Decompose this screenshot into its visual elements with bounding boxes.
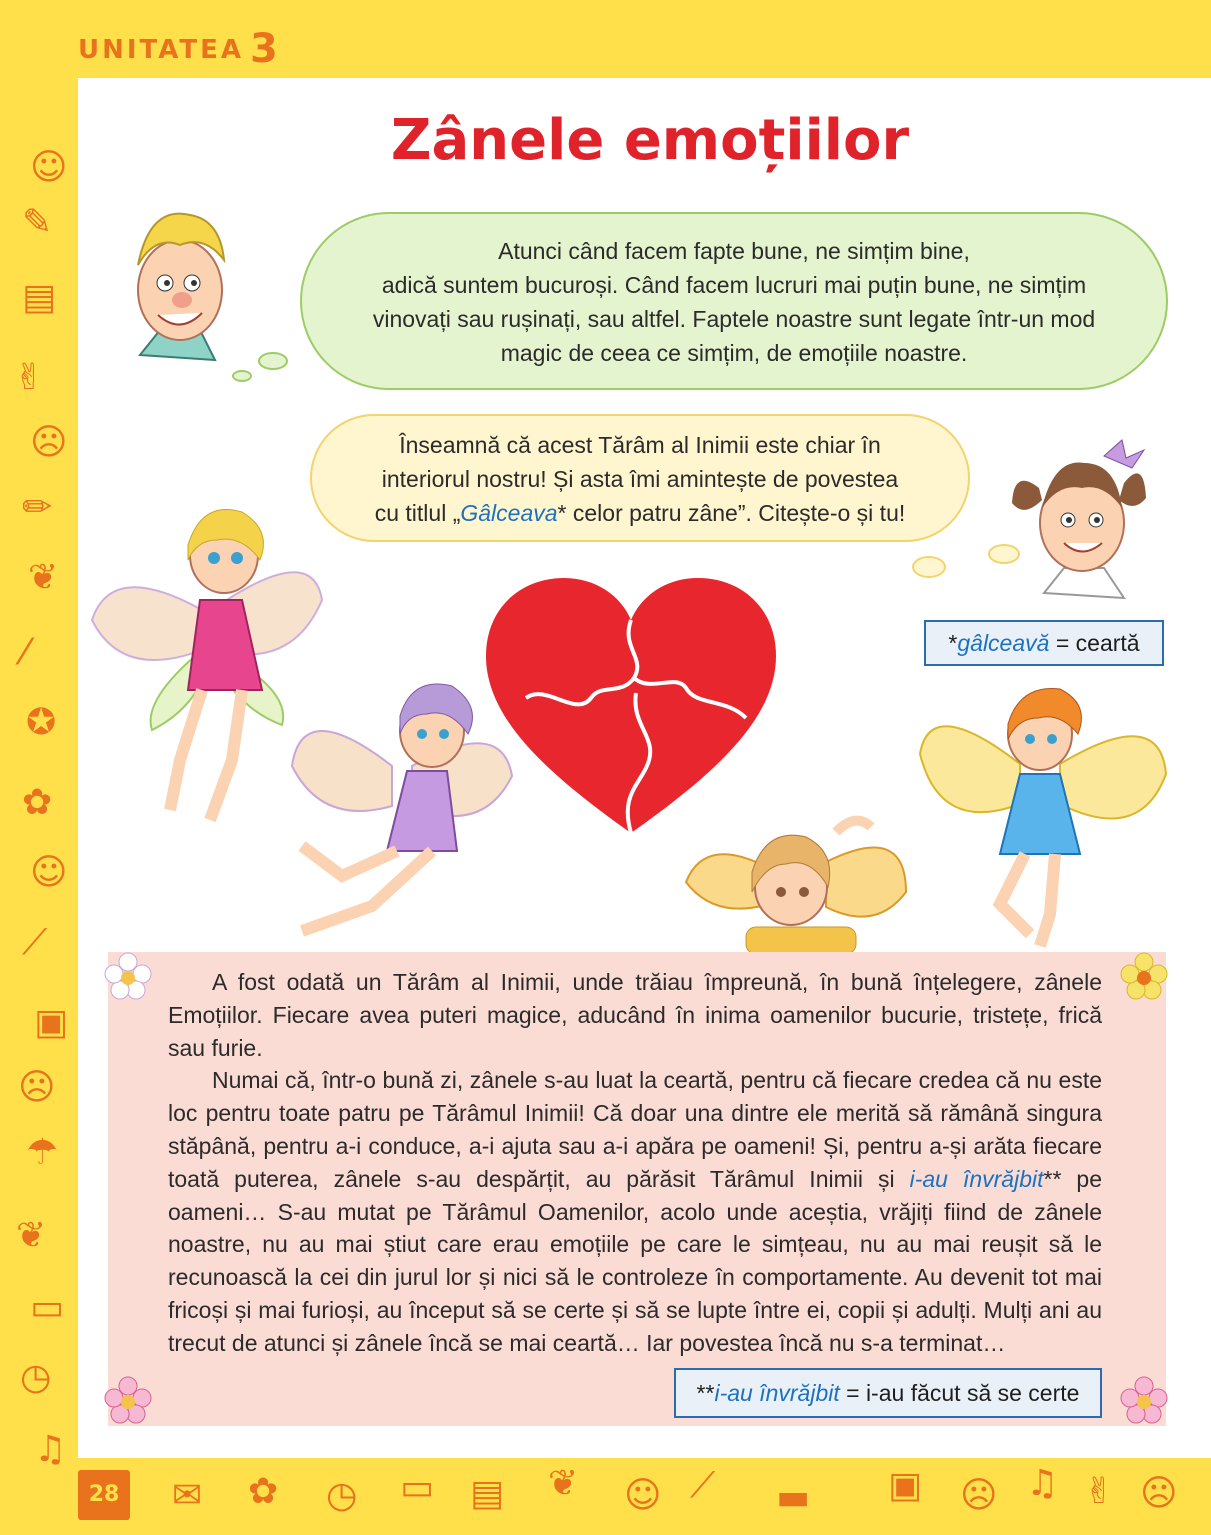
angry-face-bottom-icon: ☹: [1140, 1473, 1178, 1514]
calendar-bottom-icon: ▣: [888, 1465, 923, 1506]
toothbrush-icon: ⟋: [22, 922, 48, 963]
flower-bottom-right-icon: [1116, 1372, 1172, 1428]
flute-icon: ⁄: [22, 632, 29, 673]
fairy-blue-illustration: [920, 684, 1166, 952]
story-paragraph-2-post: ** pe oameni… S-au mutat pe Tărâmul Oamenilor, acolo unde aceștia, vrăjiți fiind de zânele noastre, nu au mai știut care erau emoțiile pe care le simțeau, nu au mai reușit să le recunoască la cei din jurul lor și nici să le controleze în comportamente. Au devenit tot mai fricoși și mai furioși, au început să se certe și să se lupte între ei, copii și adulți. Mulți ani au trecut de atunci și zânele încă se mai ceartă… Iar povestea încă nu s-a terminat…: [168, 1165, 1103, 1356]
girl-illustration: [1004, 428, 1154, 603]
music-bottom-icon: ♫: [1026, 1463, 1059, 1504]
boy-cloud-puff: [258, 352, 288, 370]
boy-cloud-line-3: vinovați sau rușinați, sau altfel. Faptele noastre sunt legate într-un mod: [372, 306, 1096, 332]
apple-bottom-icon: ❦: [548, 1463, 579, 1504]
page-title: Zânele emoțiilor: [390, 108, 910, 173]
unit-number: 3: [249, 26, 281, 72]
glossary-invrajbit: [674, 1368, 1102, 1418]
girl-cloud-line-3-post: * celor patru zâne”. Citește-o și tu!: [557, 500, 906, 526]
galceava-term: Gâlceava: [460, 500, 558, 526]
unit-heading: [78, 22, 281, 72]
glossary-1-term: gâlceavă: [957, 630, 1050, 656]
story-paragraph-2: [168, 1064, 1102, 1359]
boy-cloud-line-1: Atunci când facem fapte bune, ne simțim bine,: [498, 238, 970, 264]
fairy-purple-illustration: [282, 676, 518, 948]
brush-icon: ✎: [22, 202, 53, 243]
notebook-icon: ▤: [22, 277, 57, 318]
girl-cloud-line-1: Înseamnă că acest Tărâm al Inimii este chiar în: [399, 432, 881, 458]
girl-cloud-line-2: interiorul nostru! Și asta îmi amintește de povestea: [381, 466, 899, 492]
toothbrush-bottom-icon: ⟋: [690, 1465, 716, 1506]
calendar-icon: ▣: [34, 1002, 69, 1043]
victory-hand-icon: ✌: [14, 357, 45, 398]
smiley-bottom-icon: ☺: [624, 1475, 662, 1516]
boy-cloud-puff-small: [232, 370, 252, 382]
glossary-1-definition: = ceartă: [1049, 630, 1140, 656]
flower-top-left-icon: [100, 948, 156, 1004]
apple-icon: ❦: [28, 557, 59, 598]
boy-cloud-line-2: adică suntem bucuroși. Când facem lucruri mai puțin bune, ne simțim: [381, 272, 1087, 298]
puzzle-heart-illustration: [486, 578, 776, 840]
boy-illustration: [120, 205, 240, 375]
glossary-galceava: [924, 620, 1164, 666]
palette-icon: ✿: [22, 782, 53, 823]
book-bottom-icon: ▬: [776, 1477, 811, 1518]
story-paragraph-2-pre: Numai că, într-o bună zi, zânele s-au luat la ceartă, pentru că fiecare credea că nu este loc pentru toate patru pe Tărâmul Inimii! Că doar una dintre ele merită să rămână singura stăpână, pentru a-i conduce, a-i ajuta sau a-i apăra pe oameni! Și, pentru a-și arăta fiecare toată puterea, zânele s-au despărțit, au părăsit Tărâmul Inimii și: [168, 1067, 1102, 1192]
sad-face-icon: ☹: [30, 422, 68, 463]
soap-icon: ▭: [30, 1287, 65, 1328]
unit-word: UNITATEA: [78, 35, 244, 65]
neutral-face-icon: ☺: [30, 852, 68, 893]
boy-speech-cloud: [300, 212, 1168, 390]
story-text: [168, 966, 1102, 1360]
sad-face-bottom-icon: ☹: [960, 1475, 998, 1516]
pencil-icon: ✏: [22, 487, 53, 528]
frown-face-icon: ☹: [18, 1067, 56, 1108]
girl-cloud-line-3-pre: cu titlul „: [374, 500, 461, 526]
shower-icon: ☂: [26, 1132, 59, 1173]
story-paragraph-1: A fost odată un Tărâm al Inimii, unde trăiau împreună, în bună înțelegere, zânele Emoțiilor. Fiecare avea puteri magice, aducând în inima oamenilor bucurie, tristețe, frică sau furie.: [168, 969, 1102, 1061]
apple-outline-icon: ❦: [16, 1215, 47, 1256]
boy-cloud-line-4: magic de ceea ce simțim, de emoțiile noastre.: [500, 340, 968, 366]
glossary-2-definition: = i-au făcut să se certe: [839, 1380, 1080, 1406]
invrajbit-term: i-au învrăjbit: [909, 1165, 1044, 1192]
flower-top-right-icon: [1116, 948, 1172, 1004]
girl-cloud-puff: [912, 556, 946, 578]
music-note-icon: ♫: [34, 1429, 67, 1470]
glossary-2-stars: **: [696, 1380, 715, 1406]
envelope-icon: ✉: [172, 1475, 203, 1516]
glossary-1-star: *: [948, 630, 958, 656]
clock-bottom-icon: ◷: [326, 1475, 358, 1516]
page-number: 28: [78, 1470, 130, 1520]
girl-cloud-line-3: [342, 496, 938, 530]
medal-icon: ✪: [26, 702, 57, 743]
glossary-2-term: i-au învrăjbit: [714, 1380, 840, 1406]
smiley-icon: ☺: [30, 147, 68, 188]
clock-icon: ◷: [20, 1357, 52, 1398]
victory-bottom-icon: ✌: [1084, 1471, 1115, 1512]
girl-speech-cloud: [310, 414, 970, 542]
flower-bottom-left-icon: [100, 1372, 156, 1428]
palette-bottom-icon: ✿: [248, 1471, 279, 1512]
soap-bottom-icon: ▭: [400, 1467, 435, 1508]
notebook-bottom-icon: ▤: [470, 1473, 505, 1514]
